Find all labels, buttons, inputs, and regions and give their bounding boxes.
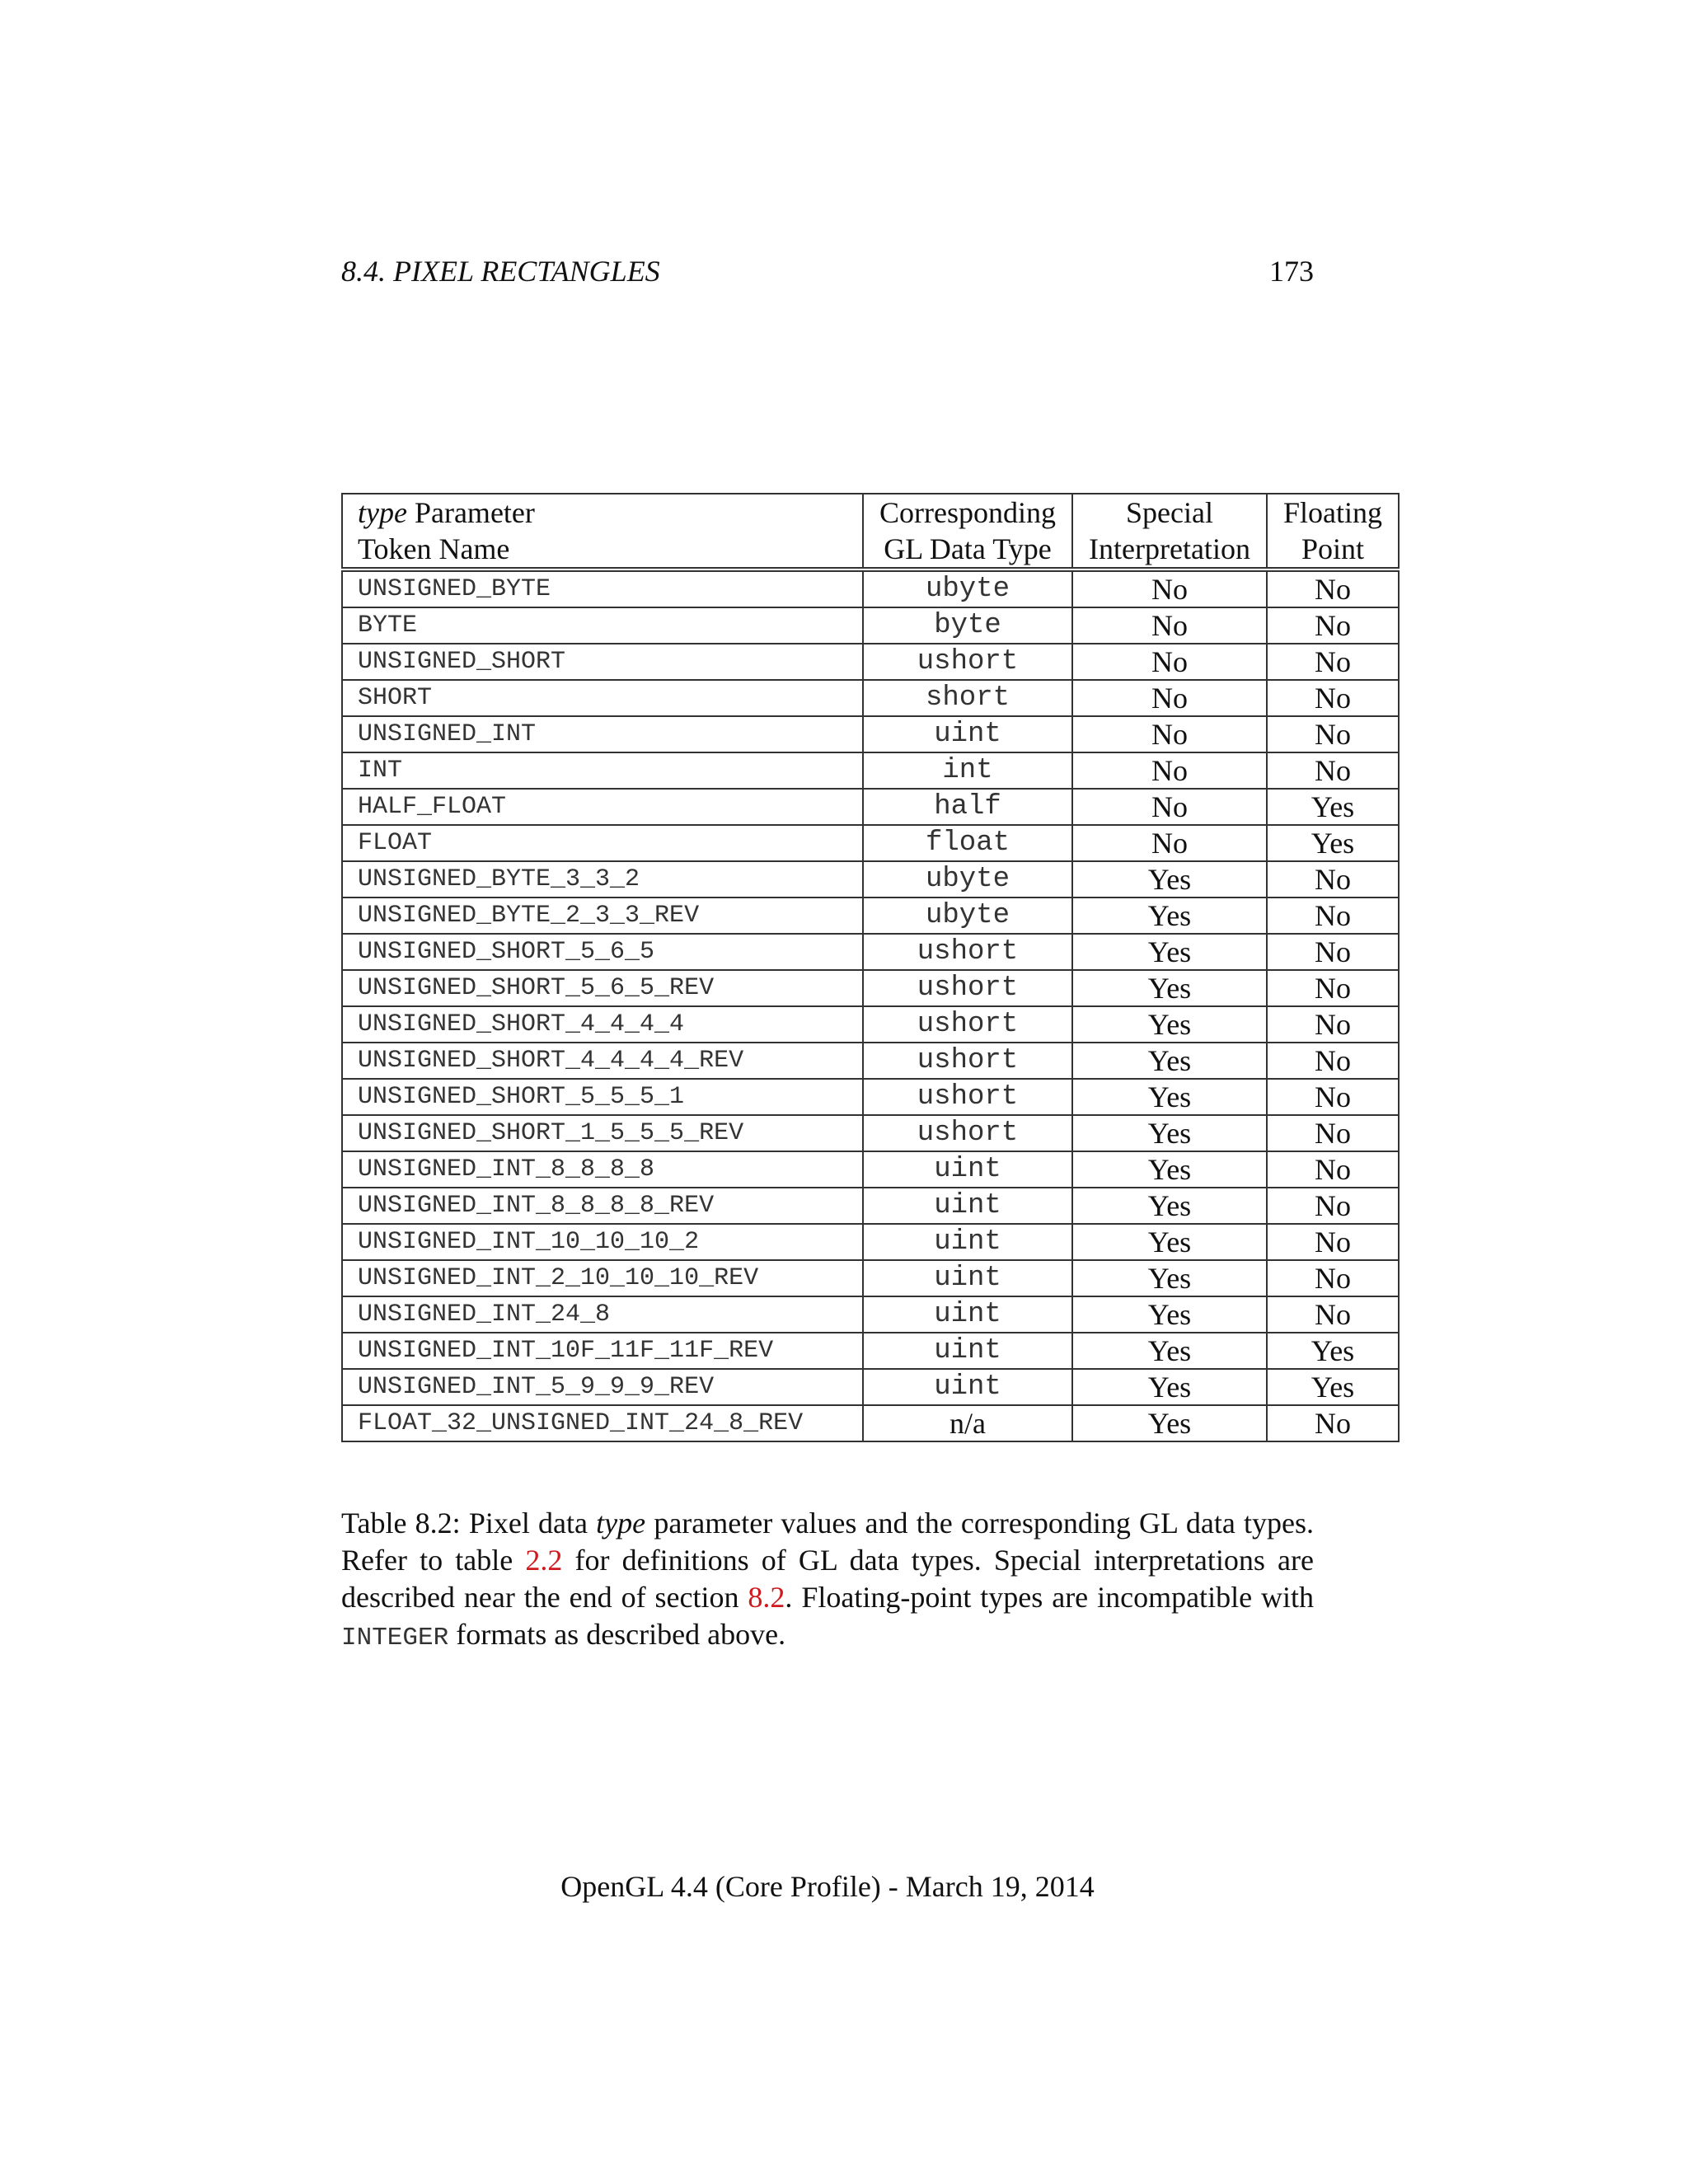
table-body bbox=[342, 569, 1399, 1441]
table-row bbox=[342, 970, 1399, 1006]
gl-type-cell: float bbox=[863, 825, 1072, 861]
token-name-cell: UNSIGNED_INT_10F_11F_11F_REV bbox=[342, 1333, 863, 1369]
token-name-cell: UNSIGNED_SHORT_5_6_5_REV bbox=[342, 970, 863, 1006]
col-header-floating-line1: Floating bbox=[1282, 496, 1382, 529]
special-interpretation-cell: Yes bbox=[1072, 970, 1267, 1006]
special-interpretation-cell: Yes bbox=[1072, 861, 1267, 898]
gl-type-cell: uint bbox=[863, 716, 1072, 752]
table-row bbox=[342, 569, 1399, 607]
table-row bbox=[342, 752, 1399, 789]
gl-type-cell: uint bbox=[863, 1369, 1072, 1405]
special-interpretation-cell: No bbox=[1072, 789, 1267, 825]
special-interpretation-cell: No bbox=[1072, 716, 1267, 752]
gl-type-cell: ushort bbox=[863, 934, 1072, 970]
caption-integer-token: INTEGER bbox=[341, 1624, 449, 1652]
col-header-token-italic: type bbox=[358, 496, 407, 529]
special-interpretation-cell: Yes bbox=[1072, 1369, 1267, 1405]
floating-point-cell: No bbox=[1267, 1405, 1399, 1441]
table-row bbox=[342, 825, 1399, 861]
table-row bbox=[342, 1079, 1399, 1115]
gl-type-cell: ushort bbox=[863, 1043, 1072, 1079]
floating-point-cell: No bbox=[1267, 569, 1399, 607]
caption-text-2: parameter values and the corresponding GL data types. Refer to table bbox=[341, 1507, 1314, 1577]
floating-point-cell: No bbox=[1267, 898, 1399, 934]
gl-type-cell: uint bbox=[863, 1296, 1072, 1333]
caption-text-3: for definitions of GL data types. Special interpretations are described near the end of section bbox=[341, 1544, 1314, 1614]
gl-type-cell: byte bbox=[863, 607, 1072, 644]
table-header bbox=[342, 494, 1399, 569]
special-interpretation-cell: Yes bbox=[1072, 934, 1267, 970]
gl-type-cell: uint bbox=[863, 1260, 1072, 1296]
token-name-cell: UNSIGNED_INT_24_8 bbox=[342, 1296, 863, 1333]
floating-point-cell: No bbox=[1267, 861, 1399, 898]
section-title: 8.4. PIXEL RECTANGLES bbox=[341, 255, 660, 288]
table-row bbox=[342, 1260, 1399, 1296]
table-row bbox=[342, 1043, 1399, 1079]
floating-point-cell: No bbox=[1267, 1188, 1399, 1224]
floating-point-cell: No bbox=[1267, 1260, 1399, 1296]
table-row bbox=[342, 1115, 1399, 1151]
token-name-cell: FLOAT bbox=[342, 825, 863, 861]
floating-point-cell: Yes bbox=[1267, 1333, 1399, 1369]
token-name-cell: BYTE bbox=[342, 607, 863, 644]
floating-point-cell: No bbox=[1267, 752, 1399, 789]
floating-point-cell: No bbox=[1267, 1079, 1399, 1115]
floating-point-cell: No bbox=[1267, 1006, 1399, 1043]
floating-point-cell: No bbox=[1267, 934, 1399, 970]
col-header-floating-line2: Point bbox=[1301, 532, 1365, 565]
floating-point-cell: Yes bbox=[1267, 789, 1399, 825]
caption-type-italic: type bbox=[596, 1507, 646, 1540]
gl-type-cell: ubyte bbox=[863, 569, 1072, 607]
floating-point-cell: No bbox=[1267, 1296, 1399, 1333]
table-row bbox=[342, 1333, 1399, 1369]
floating-point-cell: No bbox=[1267, 1151, 1399, 1188]
token-name-cell: UNSIGNED_INT_8_8_8_8_REV bbox=[342, 1188, 863, 1224]
header-row bbox=[342, 494, 1399, 569]
token-name-cell: UNSIGNED_BYTE bbox=[342, 569, 863, 607]
token-name-cell: UNSIGNED_SHORT bbox=[342, 644, 863, 680]
table-row bbox=[342, 644, 1399, 680]
token-name-cell: UNSIGNED_BYTE_2_3_3_REV bbox=[342, 898, 863, 934]
col-header-gl-type bbox=[863, 494, 1072, 569]
gl-type-cell: ubyte bbox=[863, 861, 1072, 898]
token-name-cell: UNSIGNED_INT bbox=[342, 716, 863, 752]
caption-text-4: . Floating-point types are incompatible with bbox=[785, 1581, 1314, 1614]
special-interpretation-cell: No bbox=[1072, 680, 1267, 716]
gl-type-cell: uint bbox=[863, 1188, 1072, 1224]
floating-point-cell: No bbox=[1267, 680, 1399, 716]
floating-point-cell: No bbox=[1267, 644, 1399, 680]
gl-type-cell: uint bbox=[863, 1224, 1072, 1260]
special-interpretation-cell: Yes bbox=[1072, 1079, 1267, 1115]
token-name-cell: UNSIGNED_INT_5_9_9_9_REV bbox=[342, 1369, 863, 1405]
gl-type-cell: short bbox=[863, 680, 1072, 716]
page-footer: OpenGL 4.4 (Core Profile) - March 19, 2014 bbox=[560, 1870, 1095, 1903]
col-header-token-name bbox=[342, 494, 863, 569]
table-row bbox=[342, 716, 1399, 752]
special-interpretation-cell: No bbox=[1072, 752, 1267, 789]
table-row bbox=[342, 680, 1399, 716]
token-name-cell: UNSIGNED_SHORT_1_5_5_5_REV bbox=[342, 1115, 863, 1151]
col-header-token-line2: Token Name bbox=[358, 532, 510, 565]
gl-type-cell: ushort bbox=[863, 1115, 1072, 1151]
col-header-gl-type-line2: GL Data Type bbox=[884, 532, 1052, 565]
floating-point-cell: Yes bbox=[1267, 825, 1399, 861]
gl-type-cell: ushort bbox=[863, 1006, 1072, 1043]
special-interpretation-cell: Yes bbox=[1072, 1296, 1267, 1333]
col-header-gl-type-line1: Corresponding bbox=[879, 496, 1056, 529]
special-interpretation-cell: Yes bbox=[1072, 1333, 1267, 1369]
table-row bbox=[342, 1188, 1399, 1224]
special-interpretation-cell: No bbox=[1072, 825, 1267, 861]
table-row bbox=[342, 898, 1399, 934]
table-row bbox=[342, 789, 1399, 825]
special-interpretation-cell: No bbox=[1072, 644, 1267, 680]
table-row bbox=[342, 1224, 1399, 1260]
col-header-special bbox=[1072, 494, 1267, 569]
table-2-2-link[interactable]: 2.2 bbox=[525, 1544, 563, 1577]
table-row bbox=[342, 1151, 1399, 1188]
gl-type-cell: uint bbox=[863, 1333, 1072, 1369]
special-interpretation-cell: Yes bbox=[1072, 1115, 1267, 1151]
token-name-cell: UNSIGNED_SHORT_4_4_4_4 bbox=[342, 1006, 863, 1043]
col-header-special-line1: Special bbox=[1126, 496, 1213, 529]
special-interpretation-cell: Yes bbox=[1072, 1224, 1267, 1260]
token-name-cell: FLOAT_32_UNSIGNED_INT_24_8_REV bbox=[342, 1405, 863, 1441]
special-interpretation-cell: Yes bbox=[1072, 1006, 1267, 1043]
floating-point-cell: No bbox=[1267, 1224, 1399, 1260]
gl-type-cell: uint bbox=[863, 1151, 1072, 1188]
table-row bbox=[342, 934, 1399, 970]
table-row bbox=[342, 1369, 1399, 1405]
gl-type-cell: int bbox=[863, 752, 1072, 789]
token-name-cell: UNSIGNED_INT_10_10_10_2 bbox=[342, 1224, 863, 1260]
gl-type-cell: ushort bbox=[863, 1079, 1072, 1115]
section-8-2-link[interactable]: 8.2 bbox=[748, 1581, 785, 1614]
special-interpretation-cell: Yes bbox=[1072, 1188, 1267, 1224]
gl-type-cell: ushort bbox=[863, 644, 1072, 680]
special-interpretation-cell: No bbox=[1072, 569, 1267, 607]
col-header-token-rest: Parameter bbox=[406, 496, 535, 529]
gl-type-cell: ushort bbox=[863, 970, 1072, 1006]
token-name-cell: UNSIGNED_BYTE_3_3_2 bbox=[342, 861, 863, 898]
col-header-floating bbox=[1267, 494, 1399, 569]
table-caption bbox=[341, 1505, 1314, 1657]
token-name-cell: SHORT bbox=[342, 680, 863, 716]
running-head bbox=[341, 254, 1314, 295]
table-row bbox=[342, 1405, 1399, 1441]
gl-type-cell: half bbox=[863, 789, 1072, 825]
caption-text-1: Table 8.2: Pixel data bbox=[341, 1507, 597, 1540]
special-interpretation-cell: Yes bbox=[1072, 1151, 1267, 1188]
table-row bbox=[342, 1296, 1399, 1333]
special-interpretation-cell: Yes bbox=[1072, 1043, 1267, 1079]
gl-type-cell: n/a bbox=[863, 1405, 1072, 1441]
floating-point-cell: Yes bbox=[1267, 1369, 1399, 1405]
floating-point-cell: No bbox=[1267, 716, 1399, 752]
col-header-special-line2: Interpretation bbox=[1089, 532, 1250, 565]
special-interpretation-cell: No bbox=[1072, 607, 1267, 644]
table-row bbox=[342, 861, 1399, 898]
token-name-cell: UNSIGNED_SHORT_5_5_5_1 bbox=[342, 1079, 863, 1115]
token-name-cell: UNSIGNED_INT_8_8_8_8 bbox=[342, 1151, 863, 1188]
special-interpretation-cell: Yes bbox=[1072, 1405, 1267, 1441]
pixel-type-table bbox=[341, 493, 1400, 1442]
floating-point-cell: No bbox=[1267, 607, 1399, 644]
token-name-cell: UNSIGNED_SHORT_4_4_4_4_REV bbox=[342, 1043, 863, 1079]
special-interpretation-cell: Yes bbox=[1072, 898, 1267, 934]
special-interpretation-cell: Yes bbox=[1072, 1260, 1267, 1296]
table-row bbox=[342, 607, 1399, 644]
caption-text-5: formats as described above. bbox=[448, 1618, 786, 1651]
table-row bbox=[342, 1006, 1399, 1043]
token-name-cell: INT bbox=[342, 752, 863, 789]
gl-type-cell: ubyte bbox=[863, 898, 1072, 934]
floating-point-cell: No bbox=[1267, 1043, 1399, 1079]
floating-point-cell: No bbox=[1267, 970, 1399, 1006]
token-name-cell: HALF_FLOAT bbox=[342, 789, 863, 825]
token-name-cell: UNSIGNED_SHORT_5_6_5 bbox=[342, 934, 863, 970]
page-number: 173 bbox=[1269, 255, 1314, 288]
token-name-cell: UNSIGNED_INT_2_10_10_10_REV bbox=[342, 1260, 863, 1296]
floating-point-cell: No bbox=[1267, 1115, 1399, 1151]
